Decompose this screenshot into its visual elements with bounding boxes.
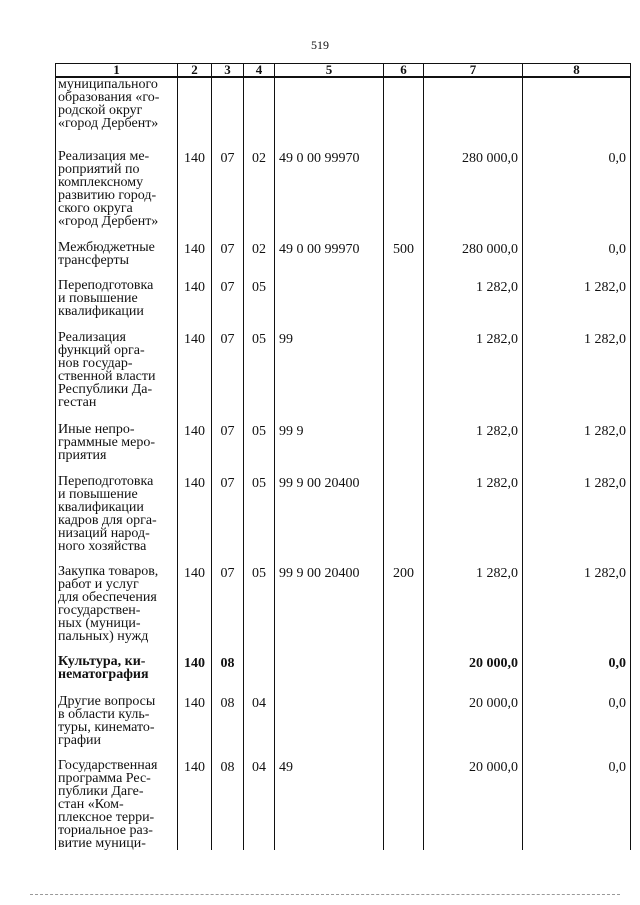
target-article-code: 49	[275, 759, 384, 850]
expense-type-code	[384, 423, 424, 475]
table-row	[56, 331, 631, 423]
target-article-code: 49 0 00 99970	[275, 150, 384, 241]
expense-type-code: 500	[384, 241, 424, 279]
ministry-code: 140	[178, 695, 212, 759]
amount-col7: 1 282,0	[424, 565, 523, 655]
item-name: Реализация ме- роприятий по комплексному развитию город- ского округа «город Дербент»	[56, 150, 178, 241]
expense-type-code	[384, 279, 424, 331]
item-name: муниципального образования «го- родской округ «город Дербент»	[56, 77, 178, 150]
target-article-code	[275, 695, 384, 759]
budget-table	[55, 63, 631, 850]
target-article-code: 99	[275, 331, 384, 423]
section-code: 07	[212, 423, 244, 475]
ministry-code: 140	[178, 759, 212, 850]
section-code: 07	[212, 565, 244, 655]
table-row	[56, 475, 631, 565]
column-header: 4	[244, 64, 275, 78]
target-article-code: 49 0 00 99970	[275, 241, 384, 279]
section-code: 07	[212, 150, 244, 241]
table-row	[56, 695, 631, 759]
amount-col7: 20 000,0	[424, 759, 523, 850]
table-row-section-total	[56, 655, 631, 695]
table-row	[56, 150, 631, 241]
amount-col8: 1 282,0	[523, 423, 631, 475]
item-name: Закупка товаров, работ и услуг для обеспечения государствен- ных (муници- пальных) нужд	[56, 565, 178, 655]
subsection-code: 05	[244, 475, 275, 565]
column-number-header	[56, 64, 631, 78]
amount-col8	[523, 77, 631, 150]
amount-col8: 1 282,0	[523, 331, 631, 423]
ministry-code: 140	[178, 475, 212, 565]
section-code: 08	[212, 695, 244, 759]
ministry-code: 140	[178, 150, 212, 241]
subsection-code	[244, 77, 275, 150]
amount-col7	[424, 77, 523, 150]
target-article-code	[275, 279, 384, 331]
expense-type-code	[384, 77, 424, 150]
amount-col7: 1 282,0	[424, 331, 523, 423]
page-bottom-rule	[30, 894, 620, 895]
item-name: Переподготовка и повышение квалификации	[56, 279, 178, 331]
amount-col7: 20 000,0	[424, 655, 523, 695]
amount-col8: 0,0	[523, 695, 631, 759]
ministry-code: 140	[178, 423, 212, 475]
expense-type-code	[384, 331, 424, 423]
section-code	[212, 77, 244, 150]
section-code: 07	[212, 241, 244, 279]
subsection-code: 05	[244, 565, 275, 655]
table-row	[56, 77, 631, 150]
amount-col8: 1 282,0	[523, 565, 631, 655]
ministry-code: 140	[178, 655, 212, 695]
amount-col7: 20 000,0	[424, 695, 523, 759]
subsection-code: 02	[244, 241, 275, 279]
expense-type-code: 200	[384, 565, 424, 655]
section-code: 08	[212, 655, 244, 695]
ministry-code: 140	[178, 331, 212, 423]
subsection-code: 05	[244, 279, 275, 331]
target-article-code	[275, 77, 384, 150]
column-header: 6	[384, 64, 424, 78]
table-row	[56, 279, 631, 331]
target-article-code	[275, 655, 384, 695]
subsection-code: 02	[244, 150, 275, 241]
target-article-code: 99 9 00 20400	[275, 565, 384, 655]
amount-col7: 1 282,0	[424, 423, 523, 475]
amount-col8: 1 282,0	[523, 279, 631, 331]
amount-col7: 280 000,0	[424, 241, 523, 279]
ministry-code: 140	[178, 565, 212, 655]
table-row	[56, 759, 631, 850]
amount-col7: 1 282,0	[424, 279, 523, 331]
subsection-code: 04	[244, 695, 275, 759]
table-row	[56, 565, 631, 655]
amount-col8: 0,0	[523, 655, 631, 695]
expense-type-code	[384, 655, 424, 695]
subsection-code: 05	[244, 331, 275, 423]
expense-type-code	[384, 695, 424, 759]
item-name: Иные непро- граммные меро- приятия	[56, 423, 178, 475]
amount-col8: 0,0	[523, 759, 631, 850]
item-name: Реализация функций орга- нов государ- ственной власти Республики Да- гестан	[56, 331, 178, 423]
section-code: 07	[212, 331, 244, 423]
column-header: 5	[275, 64, 384, 78]
amount-col8: 0,0	[523, 241, 631, 279]
item-name: Межбюджетные трансферты	[56, 241, 178, 279]
column-header: 3	[212, 64, 244, 78]
expense-type-code	[384, 150, 424, 241]
amount-col8: 0,0	[523, 150, 631, 241]
expense-type-code	[384, 759, 424, 850]
column-header: 2	[178, 64, 212, 78]
subsection-code: 05	[244, 423, 275, 475]
section-code: 08	[212, 759, 244, 850]
column-header: 7	[424, 64, 523, 78]
page-number: 519	[311, 38, 329, 52]
expense-type-code	[384, 475, 424, 565]
section-code: 07	[212, 475, 244, 565]
item-name: Культура, ки- нематография	[56, 655, 178, 695]
ministry-code: 140	[178, 279, 212, 331]
column-header: 8	[523, 64, 631, 78]
amount-col7: 1 282,0	[424, 475, 523, 565]
column-header: 1	[56, 64, 178, 78]
amount-col8: 1 282,0	[523, 475, 631, 565]
table-row	[56, 423, 631, 475]
table-row	[56, 241, 631, 279]
budget-table-container	[55, 62, 630, 851]
ministry-code	[178, 77, 212, 150]
target-article-code: 99 9	[275, 423, 384, 475]
ministry-code: 140	[178, 241, 212, 279]
subsection-code	[244, 655, 275, 695]
item-name: Переподготовка и повышение квалификации кадров для орга- низаций народ- ного хозяйства	[56, 475, 178, 565]
section-code: 07	[212, 279, 244, 331]
amount-col7: 280 000,0	[424, 150, 523, 241]
subsection-code: 04	[244, 759, 275, 850]
target-article-code: 99 9 00 20400	[275, 475, 384, 565]
item-name: Государственная программа Рес- публики Даге- стан «Ком- плексное терри- ториальное раз- витие муници-	[56, 759, 178, 850]
item-name: Другие вопросы в области куль- туры, кинемато- графии	[56, 695, 178, 759]
